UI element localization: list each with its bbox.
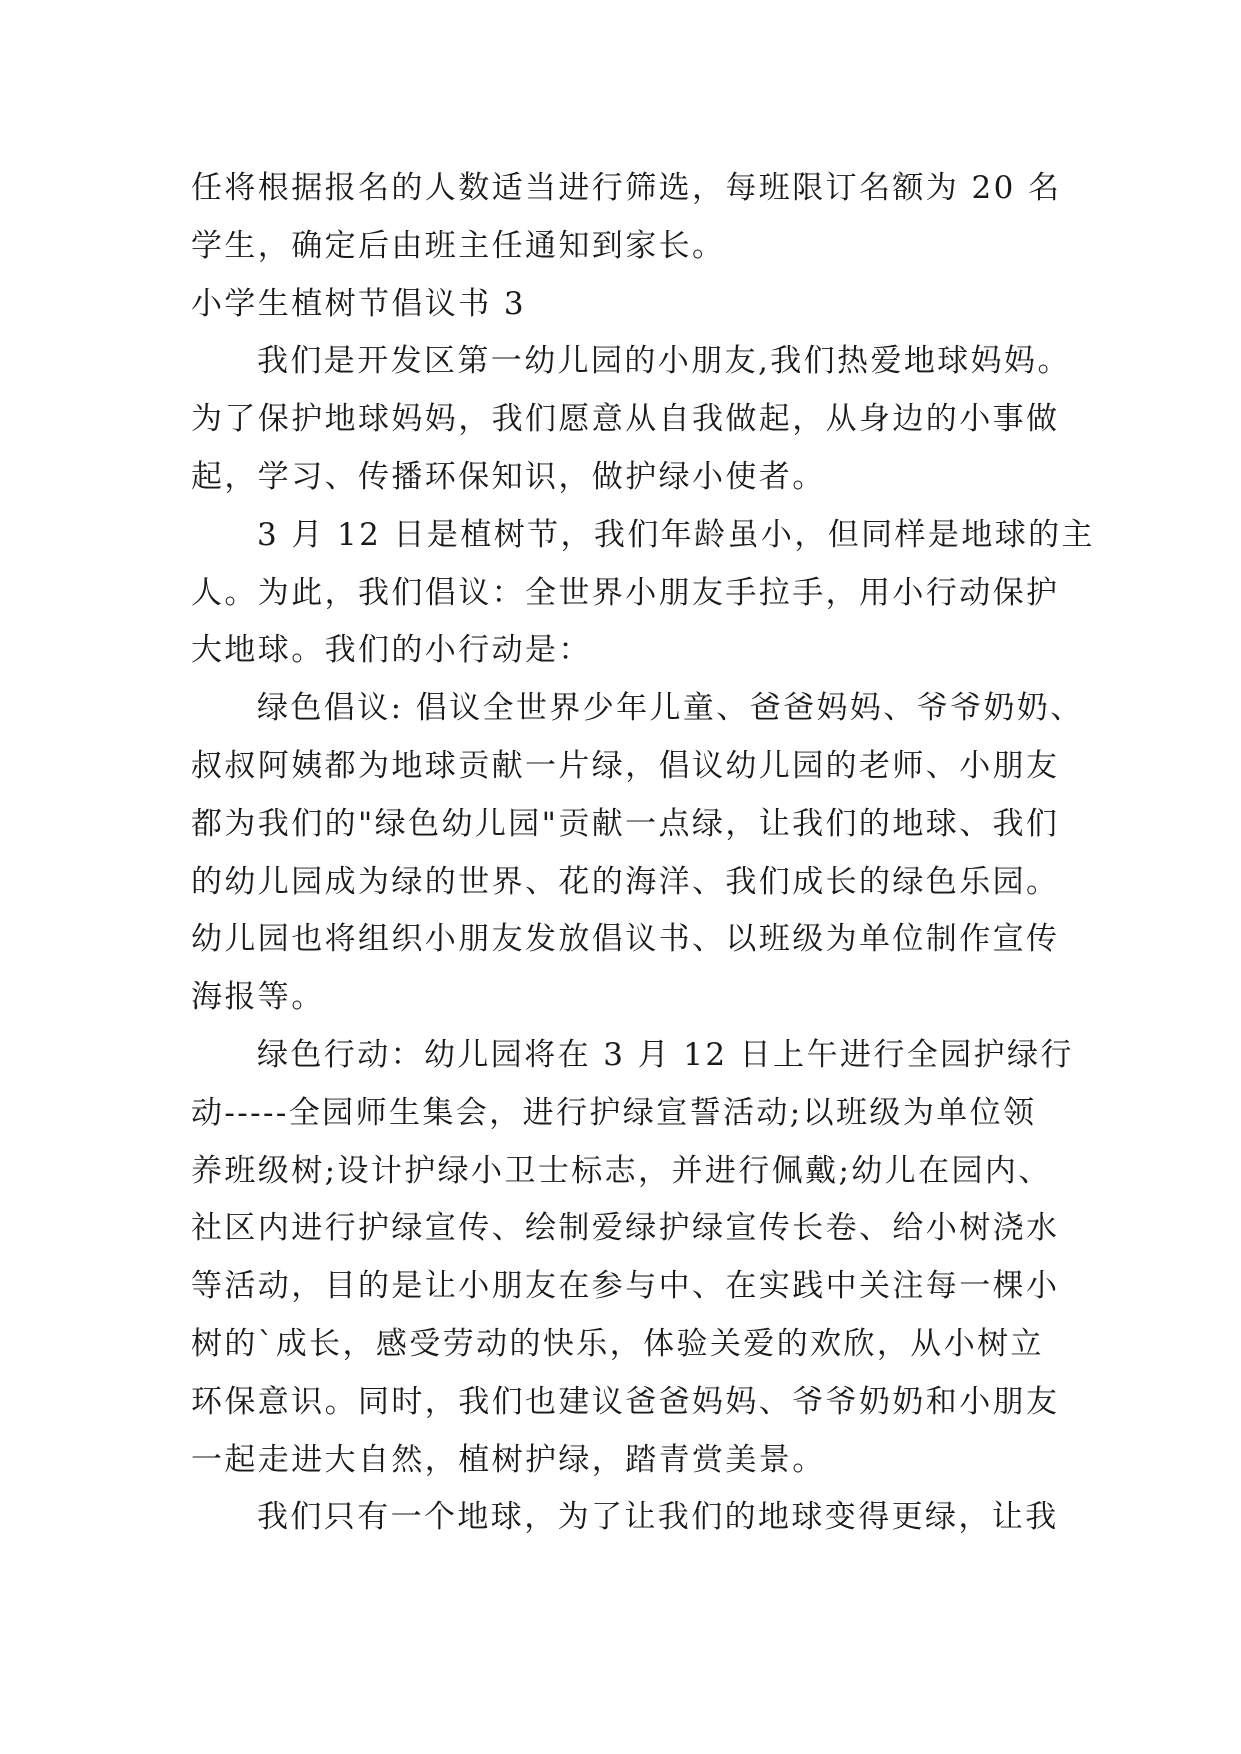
text-line: 绿色行动：幼儿园将在 3 月 12 日上午进行全园护绿行: [257, 1036, 1074, 1073]
text-line: 养班级树;设计护绿小卫士标志，并进行佩戴;幼儿在园内、: [191, 1152, 1052, 1189]
text-line: 绿色倡议: 倡议全世界少年儿童、爸爸妈妈、爷爷奶奶、: [257, 690, 1084, 727]
text-line: 动-----全园师生集会，进行护绿宣誓活动;以班级为单位领: [191, 1094, 1037, 1131]
text-line: 为了保护地球妈妈，我们愿意从自我做起，从身边的小事做: [191, 401, 1060, 438]
text-line: 3 月 12 日是植树节，我们年龄虽小，但同样是地球的主: [257, 516, 1095, 553]
section-heading: 小学生植树节倡议书 3: [191, 285, 526, 322]
text-line: 叔叔阿姨都为地球贡献一片绿，倡议幼儿园的老师、小朋友: [191, 747, 1060, 784]
text-line: 社区内进行护绿宣传、绘制爱绿护绿宣传长卷、给小树浇水: [191, 1210, 1060, 1247]
text-line: 我们是开发区第一幼儿园的小朋友,我们热爱地球妈妈。: [257, 343, 1071, 380]
document-body: [191, 160, 1095, 1547]
text-line: 一起走进大自然，植树护绿，踏青赏美景。: [191, 1441, 826, 1478]
text-line: 环保意识。同时，我们也建议爸爸妈妈、爷爷奶奶和小朋友: [191, 1383, 1060, 1420]
text-line: 树的`成长，感受劳动的快乐，体验关爱的欢欣，从小树立: [191, 1325, 1044, 1362]
text-line: 海报等。: [191, 979, 325, 1016]
text-line: 起，学习、传播环保知识，做护绿小使者。: [191, 458, 826, 495]
text-line: 人。为此，我们倡议：全世界小朋友手拉手，用小行动保护: [191, 574, 1060, 611]
text-line: 任将根据报名的人数适当进行筛选，每班限订名额为 20 名: [191, 170, 1062, 206]
text-line: 我们只有一个地球，为了让我们的地球变得更绿，让我: [257, 1499, 1059, 1536]
text-line: 幼儿园也将组织小朋友发放倡议书、以班级为单位制作宣传: [191, 921, 1060, 958]
text-line: 都为我们的"绿色幼儿园"贡献一点绿，让我们的地球、我们: [191, 805, 1060, 842]
text-line: 的幼儿园成为绿的世界、花的海洋、我们成长的绿色乐园。: [191, 863, 1060, 900]
text-line: 等活动，目的是让小朋友在参与中、在实践中关注每一棵小: [191, 1268, 1060, 1305]
text-line: 大地球。我们的小行动是：: [191, 632, 592, 669]
text-line: 学生，确定后由班主任通知到家长。: [191, 227, 726, 264]
